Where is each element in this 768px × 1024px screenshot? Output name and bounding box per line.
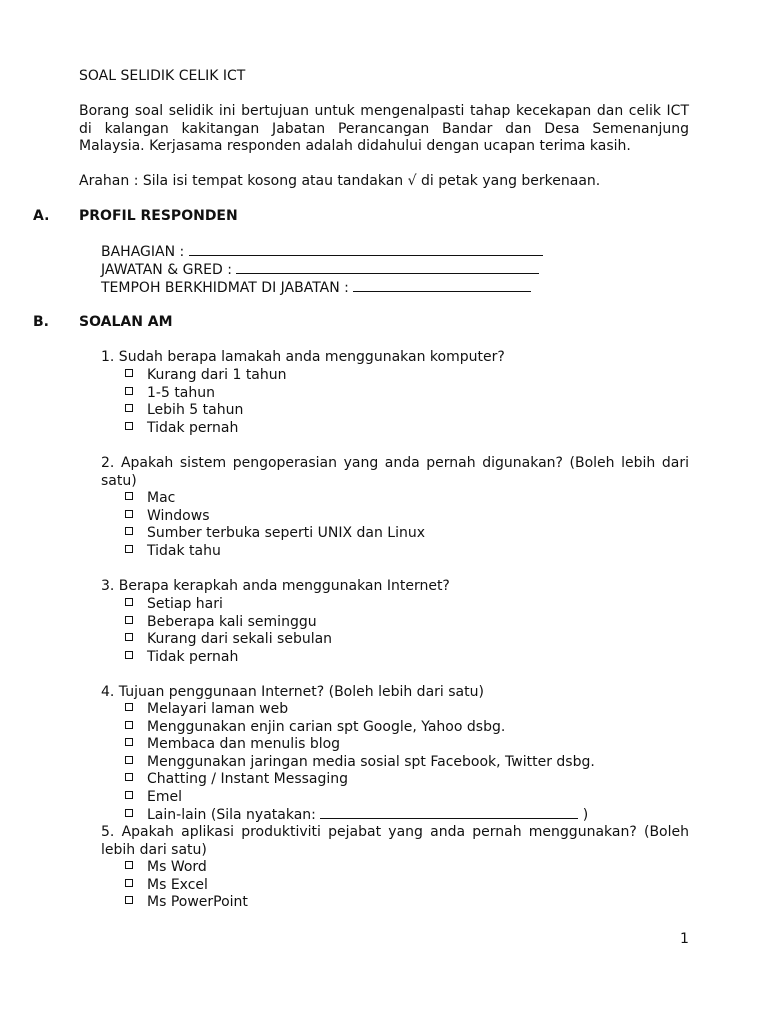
checkbox[interactable] [125, 791, 133, 799]
option-item[interactable] [125, 701, 595, 719]
intro-text: Borang soal selidik ini bertujuan untuk mengenalpasti tahap kecekapan dan celik ICT di kalangan kakitangan Jabatan Perancangan Bandar dan Desa Semenanjung Malaysia. Kerjasama responden adalah didahului dengan ucapan terima kasih. [79, 103, 689, 154]
option-item[interactable] [125, 859, 248, 877]
instruction-text: Arahan : Sila isi tempat kosong atau tandakan √ di petak yang berkenaan. [79, 173, 601, 189]
question-4-options [125, 701, 595, 824]
checkbox[interactable] [125, 861, 133, 869]
question-4: 4. Tujuan penggunaan Internet? (Boleh lebih dari satu) [101, 684, 484, 700]
option-label: Tidak tahu [147, 542, 221, 559]
section-a-letter: A. [33, 208, 50, 224]
option-label: Emel [147, 788, 182, 805]
option-label: Kurang dari sekali sebulan [147, 631, 333, 647]
question-3-options [125, 596, 332, 666]
field-jawatan-gred-label: JAWATAN & GRED : [101, 262, 232, 278]
section-a-title: PROFIL RESPONDEN [79, 208, 238, 224]
checkbox[interactable] [125, 651, 133, 659]
checkbox[interactable] [125, 809, 133, 817]
checkbox[interactable] [125, 879, 133, 887]
option-label: Ms Word [147, 859, 207, 875]
question-5-options [125, 859, 248, 912]
field-jawatan-gred-line[interactable] [236, 261, 539, 274]
checkbox[interactable] [125, 369, 133, 377]
option-label: Ms PowerPoint [147, 894, 248, 910]
option-item[interactable] [125, 367, 287, 385]
checkbox[interactable] [125, 633, 133, 641]
checkbox[interactable] [125, 616, 133, 624]
option-item[interactable] [125, 543, 425, 561]
question-3: 3. Berapa kerapkah anda menggunakan Internet? [101, 578, 450, 594]
option-label: Chatting / Instant Messaging [147, 771, 349, 787]
option-label: Sumber terbuka seperti UNIX dan Linux [147, 525, 426, 541]
option-item[interactable] [125, 736, 595, 754]
option-item-other[interactable] [125, 806, 595, 824]
checkbox[interactable] [125, 896, 133, 904]
field-tempoh-berkhidmat-line[interactable] [353, 279, 531, 292]
option-item[interactable] [125, 420, 287, 438]
option-label: 1-5 tahun [147, 384, 216, 401]
section-b-title: SOALAN AM [79, 314, 173, 330]
option-item[interactable] [125, 614, 332, 632]
checkbox[interactable] [125, 404, 133, 412]
option-label: Windows [147, 507, 210, 524]
option-label: Tidak pernah [147, 648, 239, 665]
option-label: Beberapa kali seminggu [147, 613, 317, 630]
checkbox[interactable] [125, 545, 133, 553]
option-item[interactable] [125, 754, 595, 772]
option-item[interactable] [125, 719, 595, 737]
checkbox[interactable] [125, 527, 133, 535]
question-2-options [125, 490, 425, 560]
field-tempoh-berkhidmat-label: TEMPOH BERKHIDMAT DI JABATAN : [101, 280, 349, 296]
checkbox[interactable] [125, 510, 133, 518]
question-1: 1. Sudah berapa lamakah anda menggunakan komputer? [101, 349, 505, 365]
checkbox[interactable] [125, 756, 133, 764]
other-specify-line[interactable] [320, 806, 578, 819]
checkbox[interactable] [125, 492, 133, 500]
field-tempoh-berkhidmat[interactable] [101, 279, 531, 298]
section-b-letter: B. [33, 314, 49, 330]
question-2: 2. Apakah sistem pengoperasian yang anda pernah digunakan? (Boleh lebih dari satu) [101, 455, 689, 489]
question-1-options [125, 367, 287, 437]
field-bahagian-label: BAHAGIAN : [101, 244, 185, 260]
option-item[interactable] [125, 877, 248, 895]
option-label: Tidak pernah [147, 419, 239, 436]
option-label: Lain-lain (Sila nyatakan: [147, 807, 316, 823]
option-item[interactable] [125, 789, 595, 807]
option-label: Mac [147, 490, 176, 506]
field-bahagian-line[interactable] [189, 243, 543, 256]
checkbox[interactable] [125, 773, 133, 781]
question-5: 5. Apakah aplikasi produktiviti pejabat yang anda pernah menggunakan? (Boleh lebih dari satu) [101, 824, 689, 858]
option-label: Melayari laman web [147, 701, 289, 717]
intro-paragraph [79, 103, 689, 156]
field-jawatan-gred[interactable] [101, 261, 539, 280]
option-label: Setiap hari [147, 596, 223, 612]
option-item[interactable] [125, 508, 425, 526]
option-item[interactable] [125, 771, 595, 789]
checkbox[interactable] [125, 598, 133, 606]
option-item[interactable] [125, 631, 332, 649]
option-item[interactable] [125, 402, 287, 420]
option-label: Lebih 5 tahun [147, 402, 244, 418]
checkbox[interactable] [125, 738, 133, 746]
checkbox[interactable] [125, 422, 133, 430]
page-number: 1 [680, 931, 689, 947]
field-bahagian[interactable] [101, 243, 543, 262]
option-label: Menggunakan enjin carian spt Google, Yahoo dsbg. [147, 718, 506, 735]
checkbox[interactable] [125, 387, 133, 395]
option-item[interactable] [125, 894, 248, 912]
option-item[interactable] [125, 649, 332, 667]
option-label: Membaca dan menulis blog [147, 736, 341, 752]
option-item[interactable] [125, 385, 287, 403]
option-item[interactable] [125, 490, 425, 508]
option-label: Menggunakan jaringan media sosial spt Facebook, Twitter dsbg. [147, 753, 595, 770]
other-close-paren: ) [582, 807, 589, 823]
checkbox[interactable] [125, 703, 133, 711]
checkbox[interactable] [125, 721, 133, 729]
option-label: Kurang dari 1 tahun [147, 367, 287, 383]
option-label: Ms Excel [147, 876, 208, 893]
option-item[interactable] [125, 596, 332, 614]
option-item[interactable] [125, 525, 425, 543]
document-title: SOAL SELIDIK CELIK ICT [79, 68, 246, 84]
